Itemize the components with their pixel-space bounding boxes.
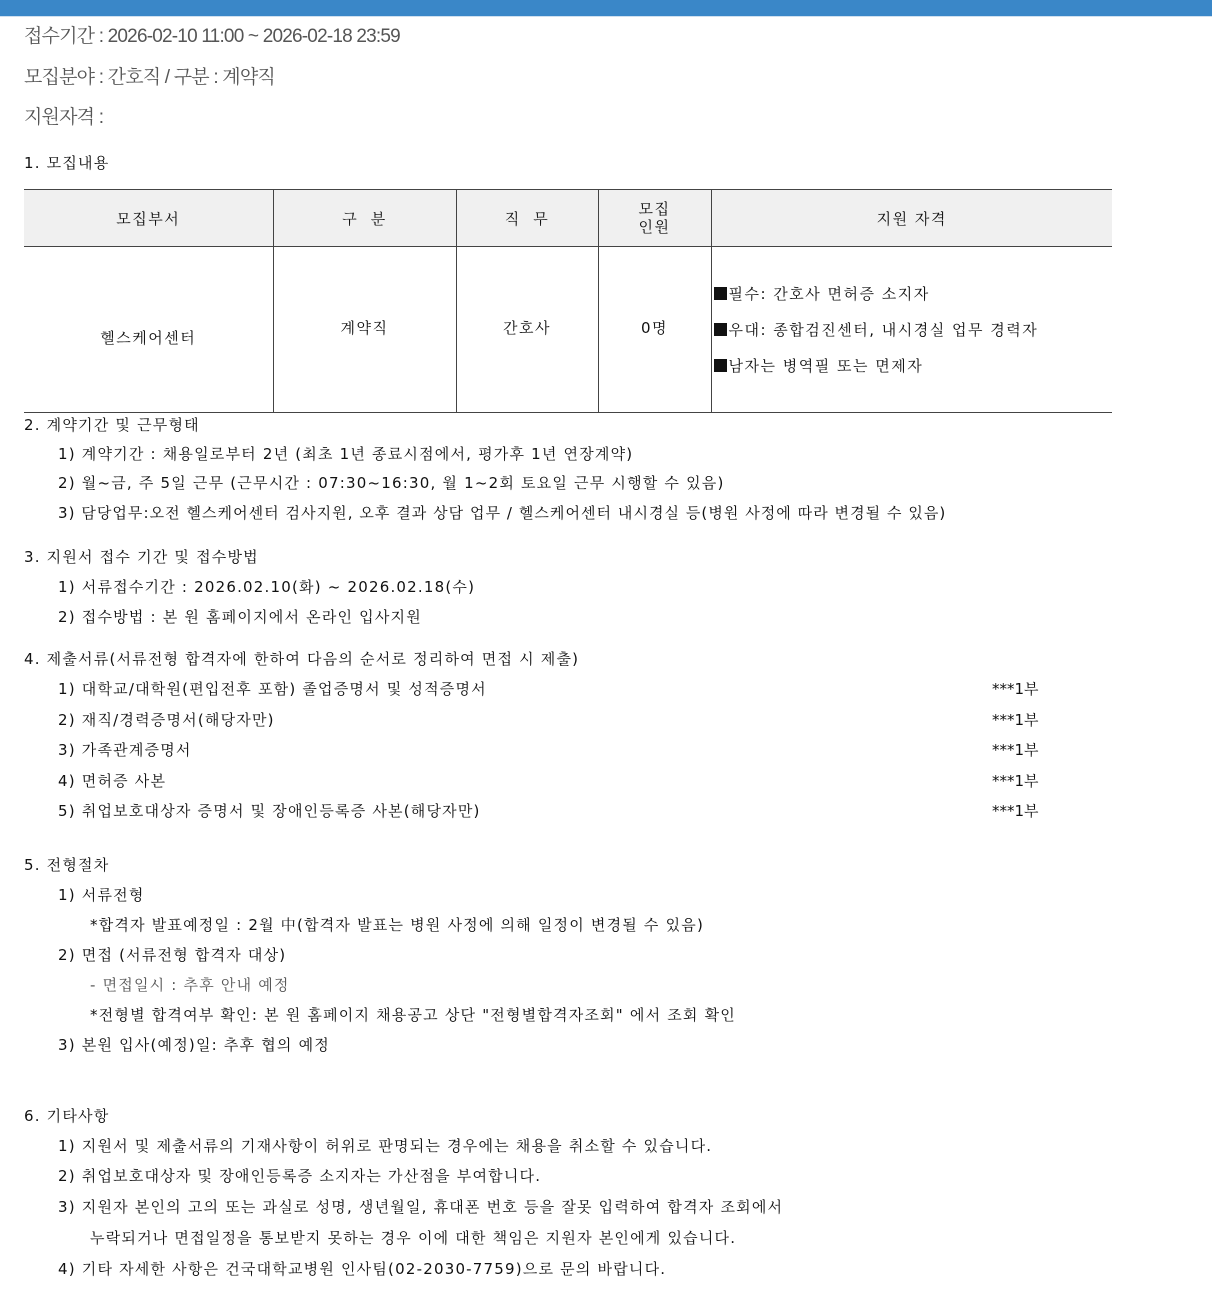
header-count-line2: 인원 [638,218,671,236]
list-item: 누락되거나 면접일정을 통보받지 못하는 경우 이에 대한 책임은 지원자 본인에게 있습니다. [90,1229,737,1247]
copies-count: ***1부 [992,741,1039,759]
list-item: 3) 가족관계증명서 [58,741,192,759]
header-qualification: 지원 자격 [711,190,1112,247]
table-header-row [24,190,1112,247]
cell-count [598,247,711,413]
cell-qualification [711,247,1112,413]
copies-count: ***1부 [992,711,1039,729]
list-item: *합격자 발표예정일 : 2월 中(합격자 발표는 병원 사정에 의해 일정이 변경될 수 있음) [90,916,705,934]
list-item: 2) 면접 (서류전형 합격자 대상) [58,946,287,964]
list-item: 1) 대학교/대학원(편입전후 포함) 졸업증명서 및 성적증명서 [58,680,487,698]
header-dept: 모집부서 [24,190,273,247]
list-item: - 면접일시 : 추후 안내 예정 [90,976,290,994]
list-item: 3) 담당업무:오전 헬스케어센터 검사지원, 오후 결과 상담 업무 / 헬스케어센터 내시경실 등(병원 사정에 따라 변경될 수 있음) [58,504,947,522]
list-item: 2) 취업보호대상자 및 장애인등록증 소지자는 가산점을 부여합니다. [58,1167,542,1185]
qualification-text: 남자는 병역필 또는 면제자 [728,356,924,375]
list-item: 2) 접수방법 : 본 원 홈페이지에서 온라인 입사지원 [58,608,422,626]
square-bullet-icon [714,287,727,300]
copies-count: ***1부 [992,680,1039,698]
qualification-item [714,348,1113,384]
job-text: 간호사 [503,319,551,337]
list-item: 5) 취업보호대상자 증명서 및 장애인등록증 사본(해당자만) [58,802,481,820]
section-5-title: 5. 전형절차 [24,856,110,874]
list-item: 2) 재직/경력증명서(해당자만) [58,711,275,729]
list-item: 1) 서류전형 [58,886,145,904]
list-item: 1) 서류접수기간 : 2026.02.10(화) ~ 2026.02.18(수) [58,578,476,596]
recruit-table [24,189,1112,413]
list-item: 4) 면허증 사본 [58,772,167,790]
list-item: *전형별 합격여부 확인: 본 원 홈페이지 채용공고 상단 "전형별합격자조회" 에서 조회 확인 [90,1006,736,1024]
list-item: 1) 지원서 및 제출서류의 기재사항이 허위로 판명되는 경우에는 채용을 취소할 수 있습니다. [58,1137,713,1155]
cell-dept [24,247,273,413]
section-4-title: 4. 제출서류(서류전형 합격자에 한하여 다음의 순서로 정리하여 면접 시 제출) [24,650,580,668]
copies-count: ***1부 [992,772,1039,790]
header-count-line1: 모집 [638,200,671,218]
list-item: 2) 월~금, 주 5일 근무 (근무시간 : 07:30~16:30, 월 1~2회 토요일 근무 시행할 수 있음) [58,474,725,492]
qualification-item [714,276,1113,312]
qualification-label: 지원자격 : [24,107,104,128]
header-job: 직 무 [456,190,598,247]
top-bar-edge [0,16,1212,17]
square-bullet-icon [714,323,727,336]
dept-text: 헬스케어센터 [100,329,197,347]
application-period: 접수기간 : 2026-02-10 11:00 ~ 2026-02-18 23:59 [24,26,400,47]
qualification-text: 우대: 종합검진센터, 내시경실 업무 경력자 [728,320,1039,339]
header-type: 구 분 [273,190,456,247]
cell-type [273,247,456,413]
table-row [24,247,1112,413]
qualification-item [714,312,1113,348]
recruit-field: 모집분야 : 간호직 / 구분 : 계약직 [24,67,275,88]
list-item: 1) 계약기간 : 채용일로부터 2년 (최초 1년 종료시점에서, 평가후 1년 연장계약) [58,445,634,463]
square-bullet-icon [714,359,727,372]
section-3-title: 3. 지원서 접수 기간 및 접수방법 [24,548,259,566]
list-item: 3) 지원자 본인의 고의 또는 과실로 성명, 생년월일, 휴대폰 번호 등을 잘못 입력하여 합격자 조회에서 [58,1198,784,1216]
section-1-title: 1. 모집내용 [24,154,110,172]
top-bar [0,0,1212,16]
count-text: 0명 [640,319,669,337]
qualification-text: 필수: 간호사 면허증 소지자 [728,284,930,303]
copies-count: ***1부 [992,802,1039,820]
section-2-title: 2. 계약기간 및 근무형태 [24,416,200,434]
section-6-title: 6. 기타사항 [24,1107,110,1125]
cell-job [456,247,598,413]
list-item: 3) 본원 입사(예정)일: 추후 협의 예정 [58,1036,330,1054]
list-item: 4) 기타 자세한 사항은 건국대학교병원 인사팀(02-2030-7759)으로 문의 바랍니다. [58,1260,667,1278]
header-count [598,190,711,247]
type-text: 계약직 [340,319,389,337]
